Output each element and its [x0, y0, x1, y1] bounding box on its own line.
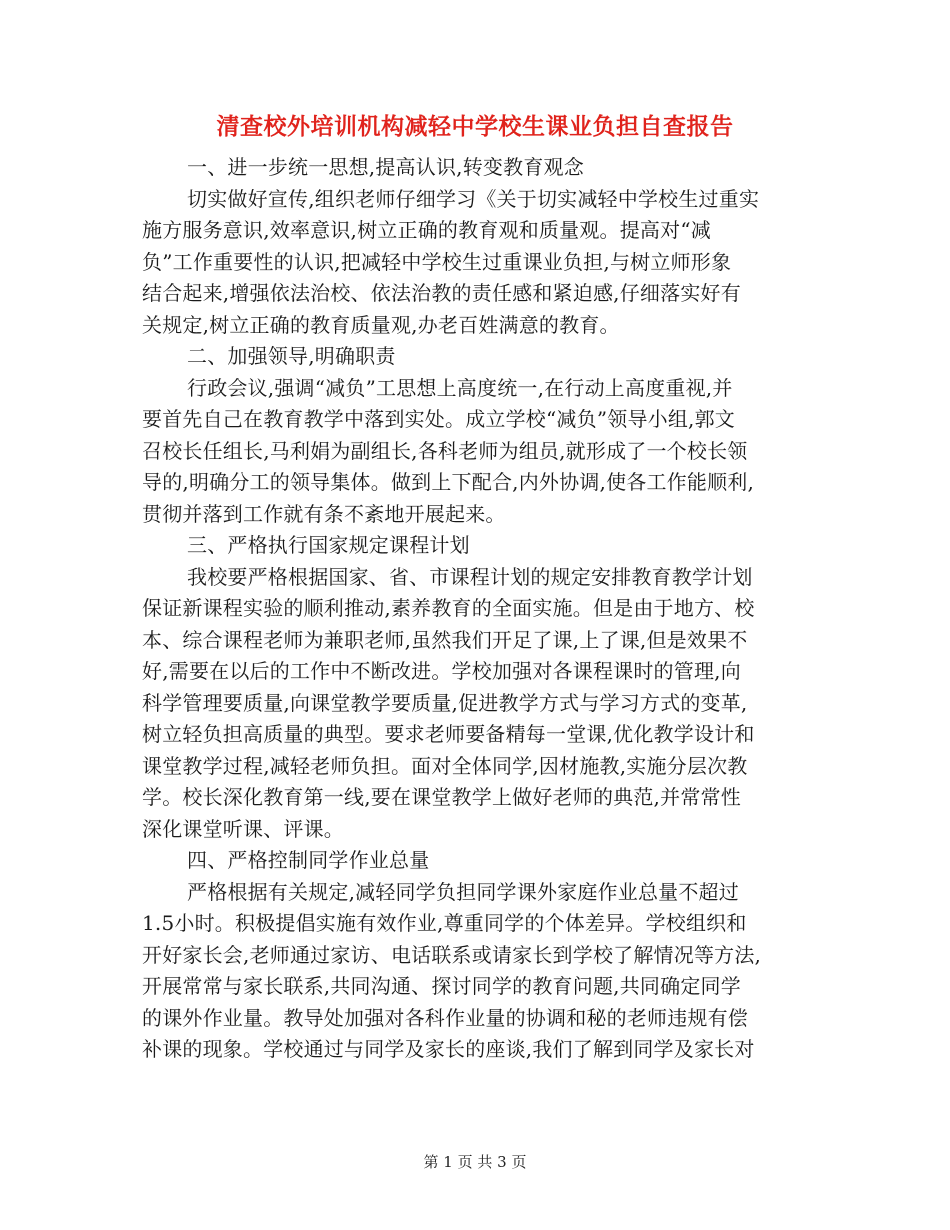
paragraph-line: 保证新课程实验的顺利推动,素养教育的全面实施。但是由于地方、校 [142, 596, 755, 620]
paragraph-line: 学。校长深化教育第一线,要在课堂教学上做好老师的典范,并常常性 [142, 785, 741, 809]
paragraph-line: 负”工作重要性的认识,把减轻中学校生过重课业负担,与树立师形象 [142, 249, 732, 274]
section-heading: 三、严格执行国家规定课程计划 [187, 533, 470, 557]
section-heading: 四、严格控制同学作业总量 [187, 848, 430, 872]
paragraph-line: 关规定,树立正确的教育质量观,办老百姓满意的教育。 [142, 312, 620, 337]
document-body [142, 152, 810, 1066]
paragraph-line: 要首先自己在教育教学中落到实处。成立学校“减负”领导小组,郭文 [142, 407, 736, 431]
paragraph-line: 行政会议,强调“减负”工思想上高度统一,在行动上高度重视,并 [187, 375, 733, 400]
section-heading: 一、进一步统一思想,提高认识,转变教育观念 [187, 155, 584, 179]
paragraph-line: 严格根据有关规定,减轻同学负担同学课外家庭作业总量不超过 [187, 879, 739, 904]
paragraph-line: 补课的现象。学校通过与同学及家长的座谈,我们了解到同学及家长对 [142, 1037, 755, 1061]
paragraph-line: 施方服务意识,效率意识,树立正确的教育观和质量观。提高对“减 [142, 218, 711, 242]
paragraph-line: 开展常常与家长联系,共同沟通、探讨同学的教育问题,共同确定同学 [142, 974, 741, 998]
document-title: 清查校外培训机构减轻中学校生课业负担自查报告 [216, 113, 734, 140]
paragraph-line: 深化课堂听课、评课。 [142, 816, 344, 841]
paragraph-line: 召校长任组长,马利娟为副组长,各科老师为组员,就形成了一个校长领 [142, 438, 748, 463]
section-heading: 二、加强领导,明确职责 [187, 344, 396, 368]
paragraph-line: 树立轻负担高质量的典型。要求老师要备精每一堂课,优化教学设计和 [142, 722, 755, 746]
paragraph-line: 科学管理要质量,向课堂教学要质量,促进教学方式与学习方式的变革, [142, 690, 748, 715]
paragraph-line: 好,需要在以后的工作中不断改进。学校加强对各课程课时的管理,向 [142, 659, 741, 683]
paragraph-line: 1.5小时。积极提倡实施有效作业,尊重同学的个体差异。学校组织和 [142, 911, 747, 935]
paragraph-line: 贯彻并落到工作就有条不紊地开展起来。 [142, 501, 506, 526]
paragraph-line: 切实做好宣传,组织老师仔细学习《关于切实减轻中学校生过重实 [187, 186, 760, 211]
paragraph-line: 本、综合课程老师为兼职老师,虽然我们开足了课,上了课,但是效果不 [142, 627, 748, 652]
paragraph-line: 的课外作业量。教导处加强对各科作业量的协调和秘的老师违规有偿 [142, 1005, 748, 1030]
page-footer: 第 1 页 共 3 页 [423, 1153, 527, 1171]
paragraph-line: 结合起来,增强依法治校、依法治教的责任感和紧迫感,仔细落实好有 [142, 281, 741, 305]
paragraph-line: 课堂教学过程,减轻老师负担。面对全体同学,因材施教,实施分层次教 [142, 753, 748, 778]
paragraph-line: 开好家长会,老师通过家访、电话联系或请家长到学校了解情况等方法, [142, 942, 762, 967]
paragraph-line: 我校要严格根据国家、省、市课程计划的规定安排教育教学计划 [187, 564, 753, 589]
paragraph-line: 导的,明确分工的领导集体。做到上下配合,内外协调,使各工作能顺利, [142, 470, 755, 494]
